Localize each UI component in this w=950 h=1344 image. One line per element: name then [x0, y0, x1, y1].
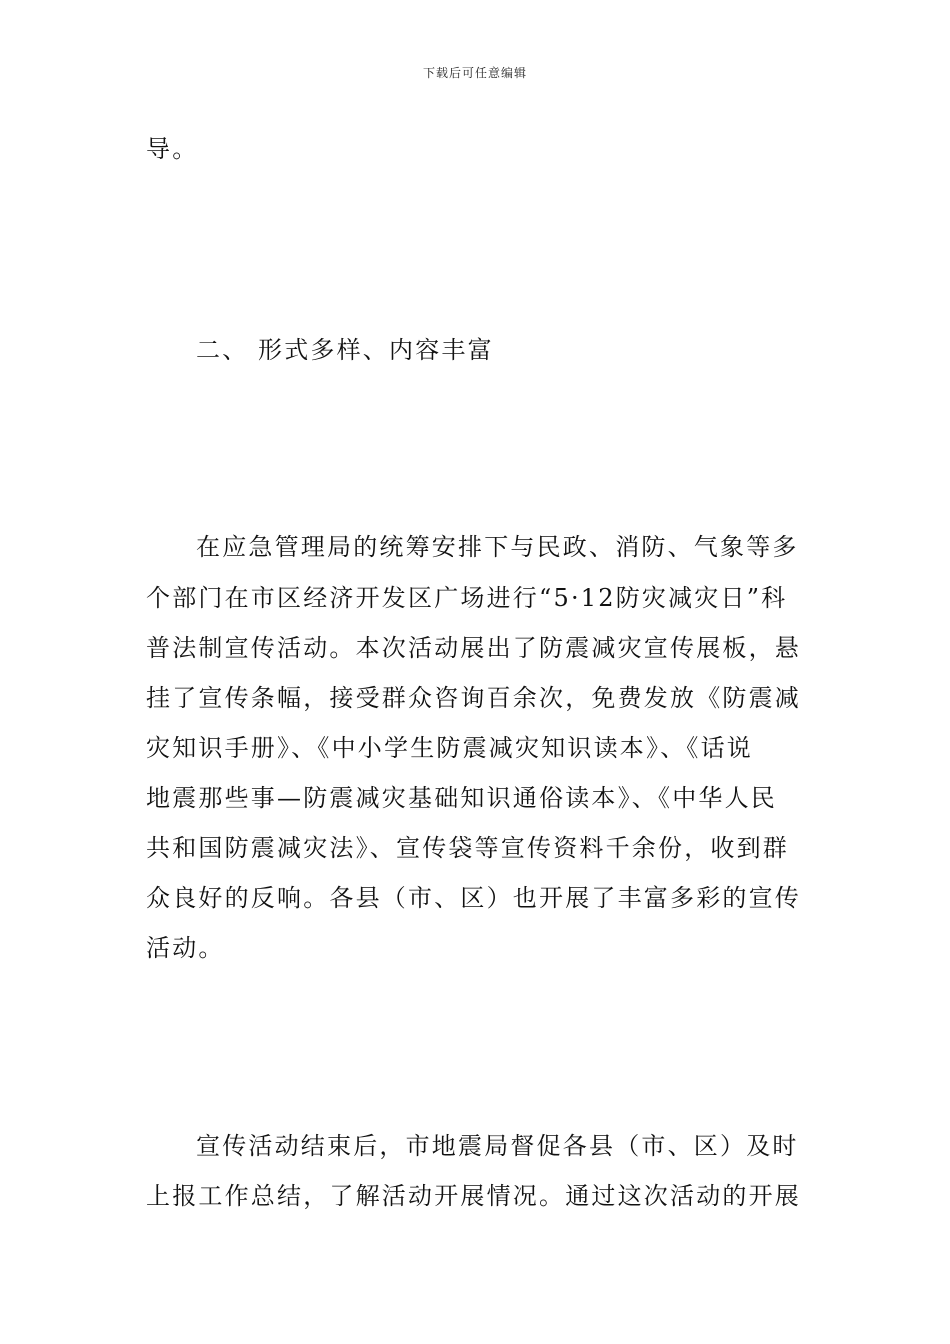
paragraph-line: 活动。: [146, 934, 225, 962]
paragraph-line: 上报工作总结，了解活动开展情况。通过这次活动的开展: [146, 1182, 801, 1210]
paragraph-line: 个部门在市区经济开发区广场进行“5·12防灾减灾日”科: [146, 584, 788, 612]
section-heading-number: 二、: [196, 336, 249, 364]
carryover-text-line: 导。: [146, 135, 199, 163]
paragraph-line: 灾知识手册》、《中小学生防震减灾知识读本》、《话说: [146, 734, 753, 762]
paragraph-line: 普法制宣传活动。本次活动展出了防震减灾宣传展板，悬: [146, 634, 801, 662]
paragraph-line: 地震那些事—防震减灾基础知识通俗读本》、《中华人民: [146, 784, 777, 812]
section-heading: [196, 334, 494, 366]
paragraph-line: 挂了宣传条幅，接受群众咨询百余次，免费发放《防震减: [146, 684, 801, 712]
paragraph-line: 宣传活动结束后，市地震局督促各县（市、区）及时: [196, 1132, 799, 1160]
paragraph-line: 众良好的反响。各县（市、区）也开展了丰富多彩的宣传: [146, 884, 801, 912]
page-header-note: 下载后可任意编辑: [422, 66, 527, 80]
paragraph-line: 在应急管理局的统筹安排下与民政、消防、气象等多: [196, 533, 799, 561]
section-heading-title: 形式多样、内容丰富: [258, 336, 494, 364]
paragraph-line: 共和国防震减灾法》、宣传袋等宣传资料千余份，收到群: [146, 834, 789, 862]
